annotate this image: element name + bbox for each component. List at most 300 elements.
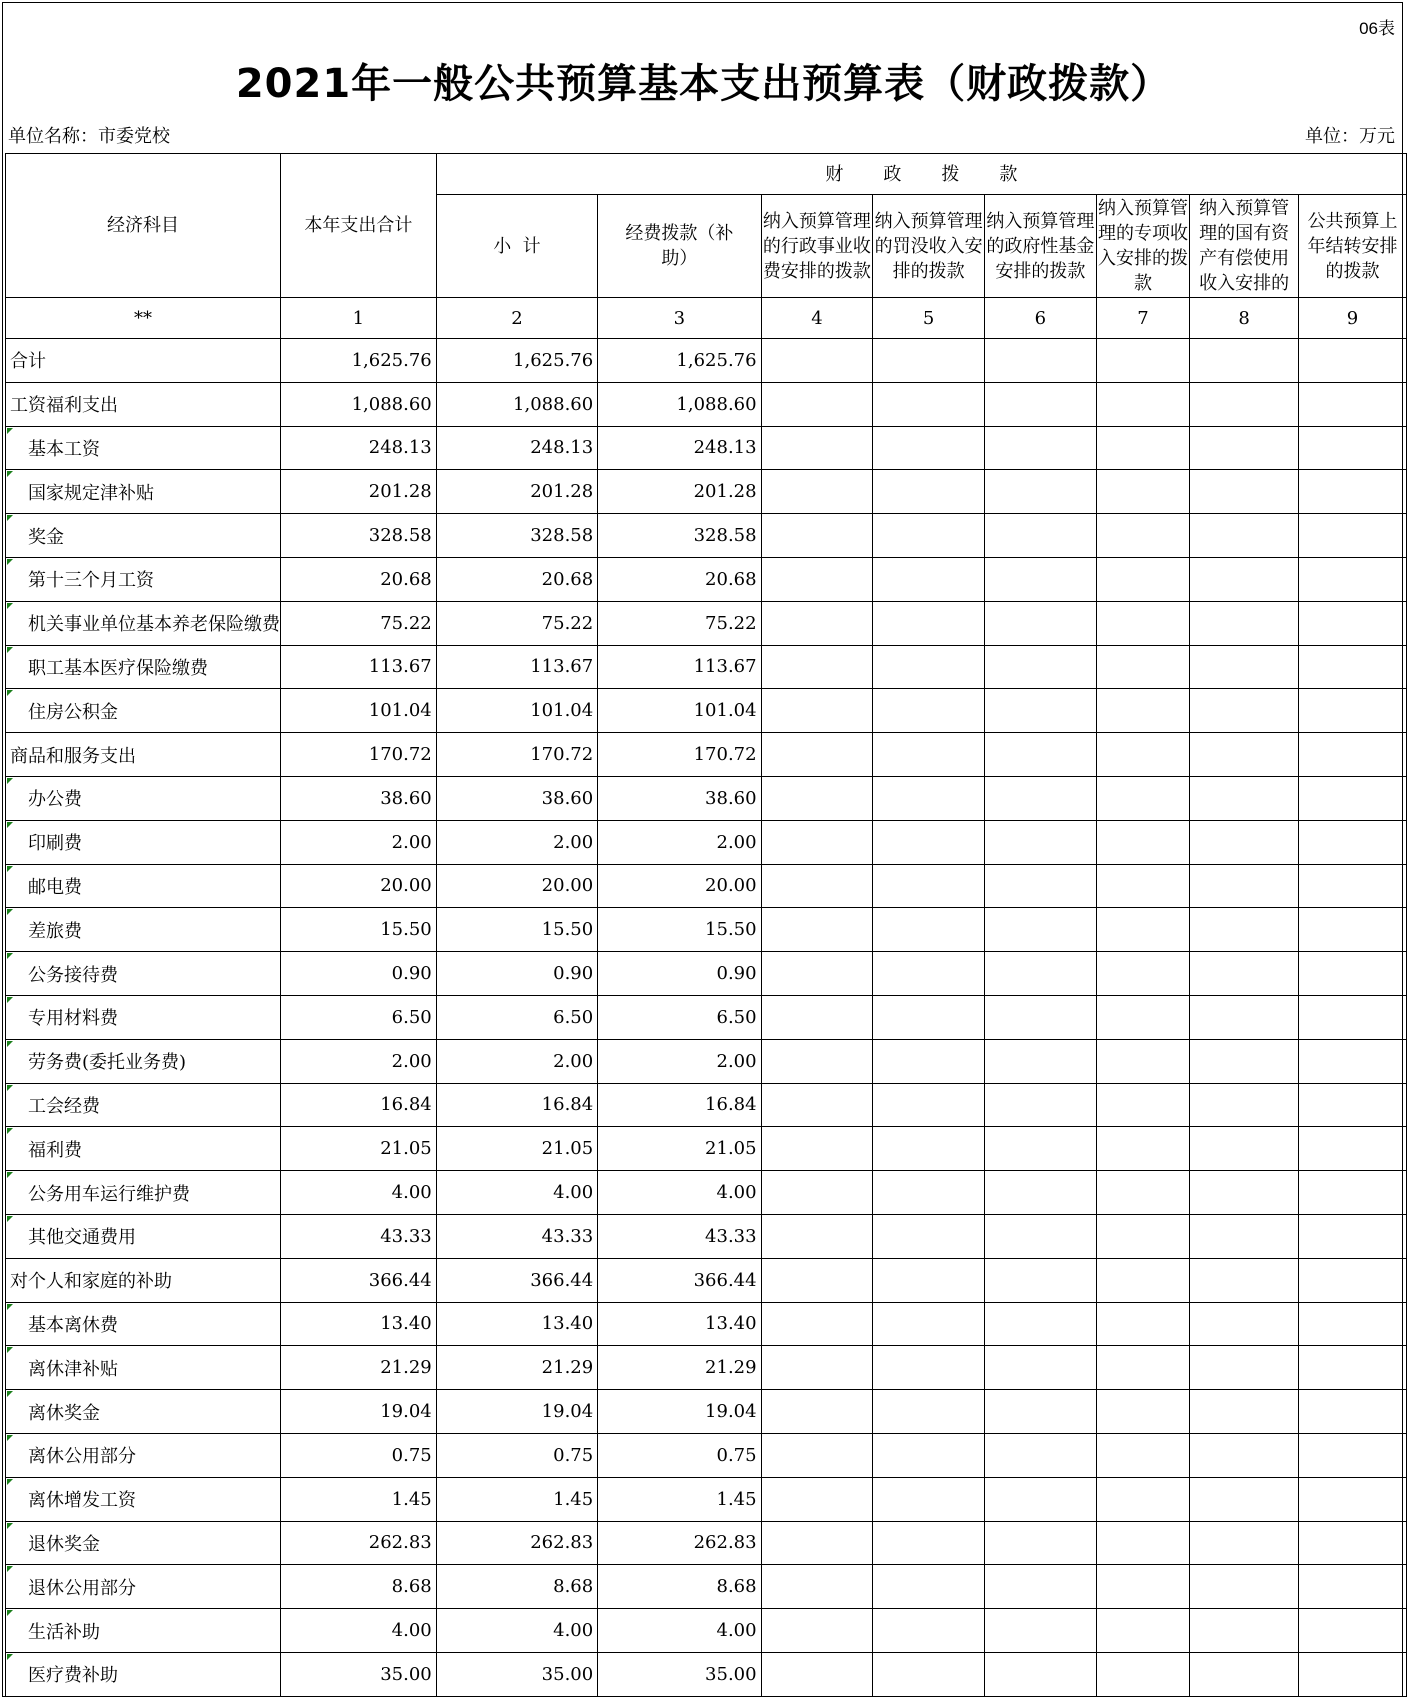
empty-cell xyxy=(761,1258,873,1302)
table-row xyxy=(6,339,1407,383)
row-item-name: 工资福利支出 xyxy=(6,382,281,426)
row-item-name: 专用材料费 xyxy=(6,995,281,1039)
empty-cell xyxy=(1299,645,1407,689)
index-cell: 8 xyxy=(1190,298,1299,339)
row-subtotal-value: 35.00 xyxy=(436,1652,597,1696)
header-total: 本年支出合计 xyxy=(281,154,437,298)
table-row xyxy=(6,1214,1407,1258)
row-total-value: 75.22 xyxy=(281,601,437,645)
row-item-name: 离休奖金 xyxy=(6,1390,281,1434)
empty-cell xyxy=(984,1258,1096,1302)
table-row xyxy=(6,1477,1407,1521)
empty-cell xyxy=(873,601,985,645)
row-subtotal-value: 21.29 xyxy=(436,1346,597,1390)
empty-cell xyxy=(1190,1346,1299,1390)
empty-cell xyxy=(761,820,873,864)
row-funding-value: 43.33 xyxy=(598,1214,761,1258)
empty-cell xyxy=(873,864,985,908)
empty-cell xyxy=(873,1302,985,1346)
empty-cell xyxy=(761,1214,873,1258)
empty-cell xyxy=(761,601,873,645)
empty-cell xyxy=(1299,995,1407,1039)
empty-cell xyxy=(1299,1214,1407,1258)
empty-cell xyxy=(1096,557,1190,601)
row-funding-value: 328.58 xyxy=(598,514,761,558)
row-item-name: 离休津补贴 xyxy=(6,1346,281,1390)
header-state-asset: 纳入预算管理的国有资产有偿使用收入安排的 xyxy=(1190,195,1299,298)
row-total-value: 101.04 xyxy=(281,689,437,733)
row-total-value: 113.67 xyxy=(281,645,437,689)
row-subtotal-value: 4.00 xyxy=(436,1609,597,1653)
row-subtotal-value: 38.60 xyxy=(436,776,597,820)
empty-cell xyxy=(761,908,873,952)
row-subtotal-value: 21.05 xyxy=(436,1127,597,1171)
row-funding-value: 15.50 xyxy=(598,908,761,952)
empty-cell xyxy=(1190,1390,1299,1434)
header-funding: 经费拨款（补助） xyxy=(598,195,761,298)
empty-cell xyxy=(1299,1346,1407,1390)
empty-cell xyxy=(1096,426,1190,470)
empty-cell xyxy=(1096,995,1190,1039)
empty-cell xyxy=(984,601,1096,645)
row-total-value: 21.29 xyxy=(281,1346,437,1390)
row-subtotal-value: 1,088.60 xyxy=(436,382,597,426)
empty-cell xyxy=(1190,1433,1299,1477)
empty-cell xyxy=(1190,470,1299,514)
empty-cell xyxy=(761,1390,873,1434)
empty-cell xyxy=(1190,864,1299,908)
empty-cell xyxy=(873,470,985,514)
row-funding-value: 21.05 xyxy=(598,1127,761,1171)
empty-cell xyxy=(761,557,873,601)
empty-cell xyxy=(984,995,1096,1039)
row-funding-value: 6.50 xyxy=(598,995,761,1039)
row-total-value: 248.13 xyxy=(281,426,437,470)
table-row xyxy=(6,470,1407,514)
row-subtotal-value: 0.90 xyxy=(436,952,597,996)
empty-cell xyxy=(1190,1127,1299,1171)
row-item-name: 公务接待费 xyxy=(6,952,281,996)
empty-cell xyxy=(761,382,873,426)
empty-cell xyxy=(1299,733,1407,777)
empty-cell xyxy=(1299,776,1407,820)
empty-cell xyxy=(761,1039,873,1083)
row-item-name: 第十三个月工资 xyxy=(6,557,281,601)
row-total-value: 1.45 xyxy=(281,1477,437,1521)
empty-cell xyxy=(1096,1346,1190,1390)
empty-cell xyxy=(1190,908,1299,952)
row-total-value: 38.60 xyxy=(281,776,437,820)
empty-cell xyxy=(1096,1127,1190,1171)
row-item-name: 福利费 xyxy=(6,1127,281,1171)
index-cell: 1 xyxy=(281,298,437,339)
empty-cell xyxy=(1096,1521,1190,1565)
row-subtotal-value: 201.28 xyxy=(436,470,597,514)
row-item-name: 合计 xyxy=(6,339,281,383)
empty-cell xyxy=(984,557,1096,601)
empty-cell xyxy=(1190,1039,1299,1083)
index-cell: 7 xyxy=(1096,298,1190,339)
empty-cell xyxy=(873,1652,985,1696)
index-cell: 3 xyxy=(598,298,761,339)
row-subtotal-value: 248.13 xyxy=(436,426,597,470)
empty-cell xyxy=(761,1652,873,1696)
row-item-name: 公务用车运行维护费 xyxy=(6,1171,281,1215)
table-body xyxy=(6,339,1407,1697)
empty-cell xyxy=(1190,1565,1299,1609)
empty-cell xyxy=(761,1433,873,1477)
row-total-value: 4.00 xyxy=(281,1171,437,1215)
empty-cell xyxy=(1190,776,1299,820)
empty-cell xyxy=(1190,382,1299,426)
empty-cell xyxy=(1190,1477,1299,1521)
header-special: 纳入预算管理的专项收入安排的拨款 xyxy=(1096,195,1190,298)
row-total-value: 8.68 xyxy=(281,1565,437,1609)
row-item-name: 医疗费补助 xyxy=(6,1652,281,1696)
row-total-value: 15.50 xyxy=(281,908,437,952)
empty-cell xyxy=(1299,1521,1407,1565)
empty-cell xyxy=(1190,689,1299,733)
table-row xyxy=(6,1302,1407,1346)
empty-cell xyxy=(873,1609,985,1653)
empty-cell xyxy=(873,1477,985,1521)
row-total-value: 16.84 xyxy=(281,1083,437,1127)
empty-cell xyxy=(873,1171,985,1215)
row-funding-value: 0.90 xyxy=(598,952,761,996)
header-fiscal-group: 财政拨款 xyxy=(436,154,1406,195)
empty-cell xyxy=(1096,514,1190,558)
row-subtotal-value: 16.84 xyxy=(436,1083,597,1127)
empty-cell xyxy=(761,1521,873,1565)
table-row xyxy=(6,1433,1407,1477)
row-item-name: 印刷费 xyxy=(6,820,281,864)
row-item-name: 基本工资 xyxy=(6,426,281,470)
empty-cell xyxy=(984,1390,1096,1434)
row-total-value: 2.00 xyxy=(281,1039,437,1083)
empty-cell xyxy=(984,1214,1096,1258)
row-subtotal-value: 19.04 xyxy=(436,1390,597,1434)
budget-table xyxy=(5,153,1407,1697)
row-funding-value: 20.00 xyxy=(598,864,761,908)
empty-cell xyxy=(1190,1609,1299,1653)
index-cell: 2 xyxy=(436,298,597,339)
empty-cell xyxy=(1299,908,1407,952)
row-total-value: 201.28 xyxy=(281,470,437,514)
empty-cell xyxy=(1299,1127,1407,1171)
unit-label: 单位：万元 xyxy=(1305,126,1395,147)
row-subtotal-value: 1.45 xyxy=(436,1477,597,1521)
table-row xyxy=(6,952,1407,996)
empty-cell xyxy=(1096,820,1190,864)
empty-cell xyxy=(984,470,1096,514)
row-total-value: 43.33 xyxy=(281,1214,437,1258)
empty-cell xyxy=(1096,864,1190,908)
empty-cell xyxy=(984,1346,1096,1390)
table-row xyxy=(6,776,1407,820)
empty-cell xyxy=(1190,1083,1299,1127)
empty-cell xyxy=(761,470,873,514)
empty-cell xyxy=(873,339,985,383)
empty-cell xyxy=(1096,1565,1190,1609)
row-item-name: 商品和服务支出 xyxy=(6,733,281,777)
table-row xyxy=(6,1652,1407,1696)
row-total-value: 1,088.60 xyxy=(281,382,437,426)
row-subtotal-value: 0.75 xyxy=(436,1433,597,1477)
empty-cell xyxy=(1190,1258,1299,1302)
empty-cell xyxy=(873,645,985,689)
row-subtotal-value: 6.50 xyxy=(436,995,597,1039)
empty-cell xyxy=(984,426,1096,470)
empty-cell xyxy=(1299,426,1407,470)
empty-cell xyxy=(1190,820,1299,864)
empty-cell xyxy=(761,864,873,908)
empty-cell xyxy=(1190,601,1299,645)
empty-cell xyxy=(761,733,873,777)
row-item-name: 办公费 xyxy=(6,776,281,820)
empty-cell xyxy=(1096,952,1190,996)
row-item-name: 离休增发工资 xyxy=(6,1477,281,1521)
row-item-name: 差旅费 xyxy=(6,908,281,952)
table-row xyxy=(6,514,1407,558)
empty-cell xyxy=(873,1521,985,1565)
row-funding-value: 113.67 xyxy=(598,645,761,689)
empty-cell xyxy=(873,514,985,558)
table-row xyxy=(6,733,1407,777)
empty-cell xyxy=(1190,733,1299,777)
table-row xyxy=(6,1346,1407,1390)
empty-cell xyxy=(1299,557,1407,601)
empty-cell xyxy=(1299,601,1407,645)
empty-cell xyxy=(1096,1390,1190,1434)
empty-cell xyxy=(1096,908,1190,952)
empty-cell xyxy=(1299,1565,1407,1609)
empty-cell xyxy=(1096,1214,1190,1258)
empty-cell xyxy=(1299,689,1407,733)
empty-cell xyxy=(1096,1083,1190,1127)
empty-cell xyxy=(761,952,873,996)
empty-cell xyxy=(1096,601,1190,645)
row-subtotal-value: 8.68 xyxy=(436,1565,597,1609)
row-item-name: 住房公积金 xyxy=(6,689,281,733)
empty-cell xyxy=(1190,426,1299,470)
row-item-name: 其他交通费用 xyxy=(6,1214,281,1258)
empty-cell xyxy=(1190,1652,1299,1696)
header-fines: 纳入预算管理的罚没收入安排的拨款 xyxy=(873,195,985,298)
row-total-value: 21.05 xyxy=(281,1127,437,1171)
empty-cell xyxy=(1299,514,1407,558)
empty-cell xyxy=(1190,557,1299,601)
row-item-name: 生活补助 xyxy=(6,1609,281,1653)
table-row xyxy=(6,1565,1407,1609)
empty-cell xyxy=(984,645,1096,689)
empty-cell xyxy=(761,776,873,820)
empty-cell xyxy=(761,1609,873,1653)
empty-cell xyxy=(984,864,1096,908)
row-funding-value: 101.04 xyxy=(598,689,761,733)
empty-cell xyxy=(1096,645,1190,689)
empty-cell xyxy=(1299,952,1407,996)
table-row xyxy=(6,645,1407,689)
empty-cell xyxy=(761,689,873,733)
empty-cell xyxy=(1096,1258,1190,1302)
row-subtotal-value: 328.58 xyxy=(436,514,597,558)
row-total-value: 35.00 xyxy=(281,1652,437,1696)
empty-cell xyxy=(1096,339,1190,383)
header-subtotal: 小 计 xyxy=(436,195,597,298)
empty-cell xyxy=(1190,952,1299,996)
empty-cell xyxy=(873,776,985,820)
row-funding-value: 2.00 xyxy=(598,1039,761,1083)
empty-cell xyxy=(1299,339,1407,383)
row-funding-value: 366.44 xyxy=(598,1258,761,1302)
empty-cell xyxy=(984,1609,1096,1653)
empty-cell xyxy=(1096,776,1190,820)
row-total-value: 328.58 xyxy=(281,514,437,558)
empty-cell xyxy=(1299,1433,1407,1477)
empty-cell xyxy=(1096,689,1190,733)
row-total-value: 0.90 xyxy=(281,952,437,996)
table-row xyxy=(6,1039,1407,1083)
empty-cell xyxy=(1096,1039,1190,1083)
row-subtotal-value: 15.50 xyxy=(436,908,597,952)
row-funding-value: 201.28 xyxy=(598,470,761,514)
empty-cell xyxy=(984,908,1096,952)
row-total-value: 366.44 xyxy=(281,1258,437,1302)
empty-cell xyxy=(1096,1171,1190,1215)
index-row xyxy=(6,298,1407,339)
row-funding-value: 19.04 xyxy=(598,1390,761,1434)
row-item-name: 奖金 xyxy=(6,514,281,558)
empty-cell xyxy=(761,1127,873,1171)
index-cell: 6 xyxy=(984,298,1096,339)
row-funding-value: 170.72 xyxy=(598,733,761,777)
row-funding-value: 20.68 xyxy=(598,557,761,601)
empty-cell xyxy=(1096,382,1190,426)
empty-cell xyxy=(1190,339,1299,383)
row-total-value: 20.68 xyxy=(281,557,437,601)
row-subtotal-value: 1,625.76 xyxy=(436,339,597,383)
row-subtotal-value: 170.72 xyxy=(436,733,597,777)
empty-cell xyxy=(1190,995,1299,1039)
table-row xyxy=(6,1609,1407,1653)
empty-cell xyxy=(984,1127,1096,1171)
empty-cell xyxy=(1299,382,1407,426)
row-funding-value: 4.00 xyxy=(598,1171,761,1215)
row-subtotal-value: 20.00 xyxy=(436,864,597,908)
row-total-value: 19.04 xyxy=(281,1390,437,1434)
table-row xyxy=(6,1258,1407,1302)
row-item-name: 劳务费(委托业务费) xyxy=(6,1039,281,1083)
empty-cell xyxy=(761,339,873,383)
row-total-value: 0.75 xyxy=(281,1433,437,1477)
empty-cell xyxy=(1096,1652,1190,1696)
empty-cell xyxy=(1299,1609,1407,1653)
row-funding-value: 4.00 xyxy=(598,1609,761,1653)
table-row xyxy=(6,689,1407,733)
empty-cell xyxy=(761,1302,873,1346)
row-subtotal-value: 113.67 xyxy=(436,645,597,689)
empty-cell xyxy=(873,908,985,952)
row-total-value: 262.83 xyxy=(281,1521,437,1565)
table-row xyxy=(6,601,1407,645)
header-gov-fund: 纳入预算管理的政府性基金安排的拨款 xyxy=(984,195,1096,298)
empty-cell xyxy=(873,1127,985,1171)
row-total-value: 6.50 xyxy=(281,995,437,1039)
row-funding-value: 0.75 xyxy=(598,1433,761,1477)
table-row xyxy=(6,1390,1407,1434)
empty-cell xyxy=(873,1346,985,1390)
empty-cell xyxy=(984,1652,1096,1696)
empty-cell xyxy=(1299,470,1407,514)
table-row xyxy=(6,1521,1407,1565)
empty-cell xyxy=(1096,1302,1190,1346)
row-item-name: 对个人和家庭的补助 xyxy=(6,1258,281,1302)
index-cell: ** xyxy=(6,298,281,339)
empty-cell xyxy=(873,1214,985,1258)
table-row xyxy=(6,864,1407,908)
table-row xyxy=(6,1083,1407,1127)
table-row xyxy=(6,1127,1407,1171)
row-item-name: 职工基本医疗保险缴费 xyxy=(6,645,281,689)
empty-cell xyxy=(1190,1171,1299,1215)
row-total-value: 170.72 xyxy=(281,733,437,777)
empty-cell xyxy=(984,1171,1096,1215)
empty-cell xyxy=(1096,1477,1190,1521)
empty-cell xyxy=(1096,1609,1190,1653)
index-cell: 5 xyxy=(873,298,985,339)
row-total-value: 20.00 xyxy=(281,864,437,908)
empty-cell xyxy=(1299,864,1407,908)
row-funding-value: 1,625.76 xyxy=(598,339,761,383)
empty-cell xyxy=(761,1171,873,1215)
row-item-name: 离休公用部分 xyxy=(6,1433,281,1477)
empty-cell xyxy=(1299,820,1407,864)
empty-cell xyxy=(873,557,985,601)
header-economic-item: 经济科目 xyxy=(6,154,281,298)
empty-cell xyxy=(873,382,985,426)
row-subtotal-value: 2.00 xyxy=(436,820,597,864)
row-total-value: 4.00 xyxy=(281,1609,437,1653)
table-row xyxy=(6,382,1407,426)
empty-cell xyxy=(761,1477,873,1521)
row-funding-value: 21.29 xyxy=(598,1346,761,1390)
empty-cell xyxy=(873,1039,985,1083)
empty-cell xyxy=(984,339,1096,383)
empty-cell xyxy=(984,1521,1096,1565)
empty-cell xyxy=(873,1390,985,1434)
empty-cell xyxy=(1096,1433,1190,1477)
row-subtotal-value: 43.33 xyxy=(436,1214,597,1258)
empty-cell xyxy=(873,952,985,996)
empty-cell xyxy=(1299,1258,1407,1302)
empty-cell xyxy=(761,1565,873,1609)
empty-cell xyxy=(984,1083,1096,1127)
table-row xyxy=(6,1171,1407,1215)
empty-cell xyxy=(1299,1477,1407,1521)
empty-cell xyxy=(984,776,1096,820)
form-tag: 06表 xyxy=(1359,19,1395,38)
empty-cell xyxy=(984,1433,1096,1477)
empty-cell xyxy=(984,1302,1096,1346)
row-funding-value: 1.45 xyxy=(598,1477,761,1521)
empty-cell xyxy=(873,995,985,1039)
empty-cell xyxy=(873,733,985,777)
empty-cell xyxy=(761,1346,873,1390)
row-subtotal-value: 2.00 xyxy=(436,1039,597,1083)
empty-cell xyxy=(873,426,985,470)
empty-cell xyxy=(761,1083,873,1127)
empty-cell xyxy=(761,426,873,470)
